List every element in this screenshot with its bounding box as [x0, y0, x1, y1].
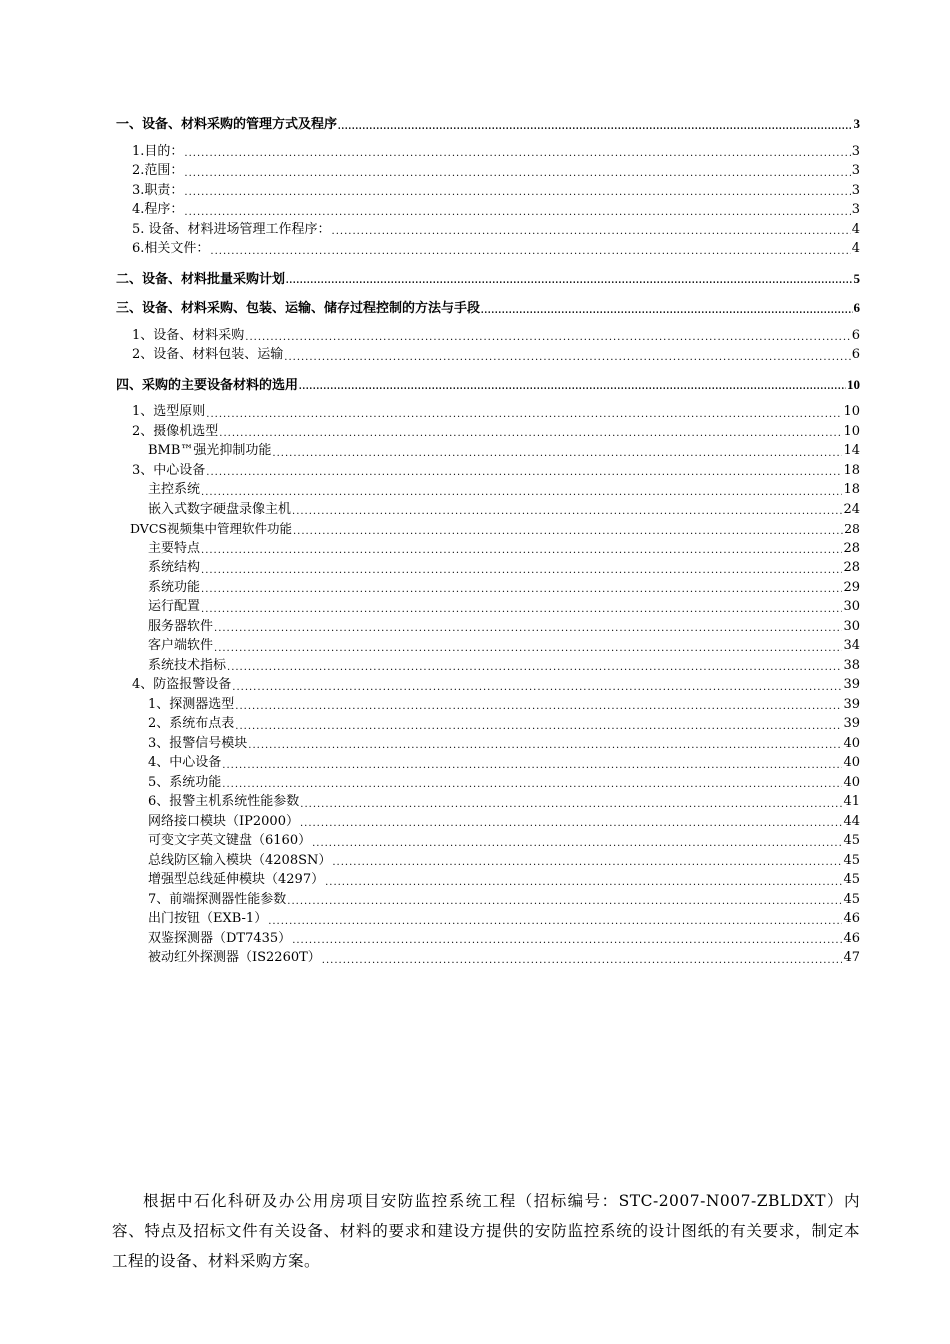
toc-entry[interactable] [116, 220, 860, 240]
toc-entry-page: 47 [843, 950, 860, 965]
toc-leader-dots [235, 720, 842, 734]
toc-entry-title: 1、选型原则 [132, 404, 206, 419]
toc-entry-title: 双鉴探测器（DT7435） [148, 930, 292, 946]
toc-entry-page: 30 [843, 618, 860, 634]
toc-entry-page: 45 [843, 852, 860, 868]
toc-entry-page: 3 [851, 143, 860, 159]
toc-entry[interactable] [116, 480, 860, 500]
toc-entry-title: 2、系统布点表 [148, 716, 235, 731]
toc-leader-dots [292, 934, 842, 948]
toc-entry-page: 41 [843, 794, 860, 809]
toc-leader-dots [287, 895, 842, 909]
toc-leader-dots [268, 915, 842, 929]
toc-entry[interactable] [116, 851, 860, 871]
toc-entry[interactable] [116, 422, 860, 442]
toc-entry[interactable] [116, 181, 860, 201]
toc-entry-title: BMB™强光抑制功能 [148, 443, 272, 458]
toc-entry-page: 18 [843, 462, 860, 478]
toc-leader-dots [214, 622, 842, 636]
toc-entry-page: 30 [843, 599, 860, 614]
toc-entry-page: 39 [843, 696, 860, 712]
toc-leader-dots [210, 245, 850, 259]
toc-entry-title: 4.程序： [132, 202, 184, 217]
table-of-contents [116, 114, 860, 968]
toc-entry-page: 38 [843, 657, 860, 673]
toc-entry-title: 三、设备、材料采购、包装、运输、储存过程控制的方法与手段 [116, 300, 481, 315]
toc-entry[interactable] [116, 298, 860, 318]
toc-entry-title: 2、摄像机选型 [132, 423, 219, 439]
toc-entry[interactable] [116, 519, 860, 539]
toc-entry-title: 网络接口模块（IP2000） [148, 813, 299, 829]
toc-entry-page: 6 [851, 347, 860, 362]
toc-leader-dots [201, 564, 842, 578]
toc-leader-dots [272, 447, 842, 461]
toc-entry-title: 5. 设备、材料进场管理工作程序： [132, 221, 331, 237]
toc-entry-title: 2、设备、材料包装、运输 [132, 347, 284, 362]
toc-entry-title: 1.目的： [132, 143, 184, 159]
toc-entry-page: 3 [851, 202, 860, 217]
toc-leader-dots [206, 466, 842, 480]
toc-leader-dots [332, 225, 851, 239]
toc-entry[interactable] [116, 441, 860, 461]
toc-leader-dots [206, 408, 842, 422]
toc-entry[interactable] [116, 753, 860, 773]
toc-entry-page: 34 [843, 638, 860, 653]
toc-leader-dots [338, 120, 852, 134]
toc-entry[interactable] [116, 597, 860, 617]
toc-entry-title: 5、系统功能 [148, 774, 222, 790]
toc-entry-title: 客户端软件 [148, 638, 214, 653]
toc-entry-title: 主要特点 [148, 540, 201, 556]
toc-leader-dots [245, 331, 850, 345]
toc-entry-page: 6 [853, 300, 860, 315]
toc-entry-title: 1、设备、材料采购 [132, 327, 245, 343]
toc-entry-page: 40 [843, 735, 860, 751]
toc-leader-dots [293, 525, 843, 539]
toc-entry-page: 29 [843, 579, 860, 595]
toc-leader-dots [184, 147, 850, 161]
toc-entry[interactable] [116, 461, 860, 481]
toc-entry-title: 可变文字英文键盘（6160） [148, 833, 312, 848]
toc-entry[interactable] [116, 558, 860, 578]
toc-entry[interactable] [116, 161, 860, 181]
toc-entry-title: 四、采购的主要设备材料的选用 [116, 376, 299, 392]
toc-entry[interactable] [116, 200, 860, 220]
toc-entry-title: 运行配置 [148, 599, 201, 614]
toc-entry[interactable] [116, 375, 860, 395]
toc-entry-title: 出门按钮（EXB-1） [148, 911, 268, 926]
toc-entry-page: 44 [843, 813, 860, 829]
toc-entry[interactable] [116, 890, 860, 910]
toc-entry[interactable] [116, 656, 860, 676]
toc-leader-dots [235, 700, 842, 714]
toc-entry[interactable] [116, 345, 860, 365]
toc-entry[interactable] [116, 792, 860, 812]
toc-entry[interactable] [116, 500, 860, 520]
toc-entry[interactable] [116, 812, 860, 832]
toc-entry-title: 3、中心设备 [132, 462, 206, 478]
toc-entry-title: 一、设备、材料采购的管理方式及程序 [116, 116, 338, 131]
toc-entry-title: 二、设备、材料批量采购计划 [116, 270, 286, 286]
toc-entry-title: 7、前端探测器性能参数 [148, 891, 287, 907]
toc-entry[interactable] [116, 870, 860, 890]
toc-leader-dots [201, 486, 842, 500]
toc-entry[interactable] [116, 114, 860, 134]
toc-entry-title: 系统技术指标 [148, 657, 227, 673]
toc-entry[interactable] [116, 269, 860, 289]
toc-entry-title: 3、报警信号模块 [148, 735, 248, 751]
toc-leader-dots [214, 642, 842, 656]
toc-leader-dots [322, 954, 843, 968]
toc-entry[interactable] [116, 239, 860, 259]
toc-entry-page: 24 [843, 501, 860, 517]
toc-leader-dots [227, 661, 842, 675]
toc-entry[interactable] [116, 675, 860, 695]
toc-entry-title: 被动红外探测器（IS2260T） [148, 950, 321, 965]
toc-entry-page: 6 [851, 327, 860, 343]
toc-entry[interactable] [116, 402, 860, 422]
toc-leader-dots [300, 817, 842, 831]
toc-entry[interactable] [116, 578, 860, 598]
toc-entry[interactable] [116, 326, 860, 346]
toc-entry-page: 39 [843, 716, 860, 731]
toc-entry-page: 3 [853, 116, 860, 131]
toc-entry-page: 10 [847, 376, 860, 392]
toc-entry[interactable] [116, 617, 860, 637]
toc-leader-dots [332, 856, 842, 870]
toc-entry[interactable] [116, 909, 860, 929]
toc-leader-dots [184, 206, 850, 220]
toc-entry-title: 6.相关文件： [132, 241, 210, 256]
toc-leader-dots [201, 544, 842, 558]
toc-entry-title: 服务器软件 [148, 618, 214, 634]
toc-leader-dots [481, 304, 852, 318]
toc-entry[interactable] [116, 929, 860, 949]
toc-entry-page: 40 [843, 755, 860, 770]
toc-leader-dots [286, 274, 852, 288]
toc-entry[interactable] [116, 636, 860, 656]
toc-entry[interactable] [116, 948, 860, 968]
toc-leader-dots [248, 739, 842, 753]
toc-entry-page: 28 [843, 540, 860, 556]
toc-entry-title: 3.职责： [132, 182, 184, 198]
toc-leader-dots [284, 351, 850, 365]
toc-entry-title: 增强型总线延伸模块（4297） [148, 872, 325, 887]
toc-entry[interactable] [116, 142, 860, 162]
toc-entry[interactable] [116, 714, 860, 734]
toc-entry-page: 45 [843, 891, 860, 907]
toc-leader-dots [219, 427, 842, 441]
toc-entry-title: 总线防区输入模块（4208SN） [148, 852, 332, 868]
toc-entry-page: 4 [851, 241, 860, 256]
toc-leader-dots [325, 876, 842, 890]
toc-entry-title: 4、中心设备 [148, 755, 222, 770]
toc-entry-page: 45 [843, 833, 860, 848]
toc-entry-page: 28 [844, 521, 860, 536]
toc-entry-title: 6、报警主机系统性能参数 [148, 794, 300, 809]
toc-leader-dots [222, 778, 842, 792]
toc-entry-title: 主控系统 [148, 482, 201, 497]
toc-entry-page: 46 [843, 930, 860, 946]
toc-leader-dots [184, 167, 850, 181]
toc-entry-title: DVCS视频集中管理软件功能 [130, 521, 292, 536]
toc-entry[interactable] [116, 734, 860, 754]
toc-entry-page: 10 [843, 423, 860, 439]
toc-entry-page: 18 [843, 482, 860, 497]
toc-entry[interactable] [116, 539, 860, 559]
toc-entry-title: 系统结构 [148, 560, 201, 575]
toc-entry-page: 28 [843, 560, 860, 575]
toc-entry[interactable] [116, 831, 860, 851]
toc-entry-page: 3 [851, 163, 860, 178]
toc-entry-title: 系统功能 [148, 579, 201, 595]
toc-leader-dots [300, 798, 842, 812]
toc-entry-title: 4、防盗报警设备 [132, 677, 232, 692]
toc-leader-dots [201, 603, 842, 617]
toc-entry-page: 5 [853, 270, 860, 286]
toc-entry-page: 3 [851, 182, 860, 198]
toc-leader-dots [222, 759, 842, 773]
toc-leader-dots [292, 505, 842, 519]
toc-entry[interactable] [116, 773, 860, 793]
toc-entry[interactable] [116, 695, 860, 715]
toc-entry-title: 2.范围： [132, 163, 184, 178]
toc-entry-page: 14 [843, 443, 860, 458]
toc-entry-page: 4 [851, 221, 860, 237]
intro-paragraph: 根据中石化科研及办公用房项目安防监控系统工程（招标编号：STC-2007-N007-ZBLDXT）内容、特点及招标文件有关设备、材料的要求和建设方提供的安防监控系统的设计图纸的有关要求，制定本工程的设备、材料采购方案。 [112, 1191, 860, 1270]
toc-leader-dots [232, 681, 842, 695]
toc-entry-title: 1、探测器选型 [148, 696, 235, 712]
toc-entry-page: 46 [843, 911, 860, 926]
toc-entry-page: 39 [843, 677, 860, 692]
toc-entry-page: 45 [843, 872, 860, 887]
toc-entry-page: 10 [843, 404, 860, 419]
toc-leader-dots [201, 583, 842, 597]
toc-entry-title: 嵌入式数字硬盘录像主机 [148, 501, 292, 517]
toc-entry-page: 40 [843, 774, 860, 790]
toc-leader-dots [312, 837, 842, 851]
toc-leader-dots [184, 186, 850, 200]
toc-leader-dots [299, 380, 846, 394]
